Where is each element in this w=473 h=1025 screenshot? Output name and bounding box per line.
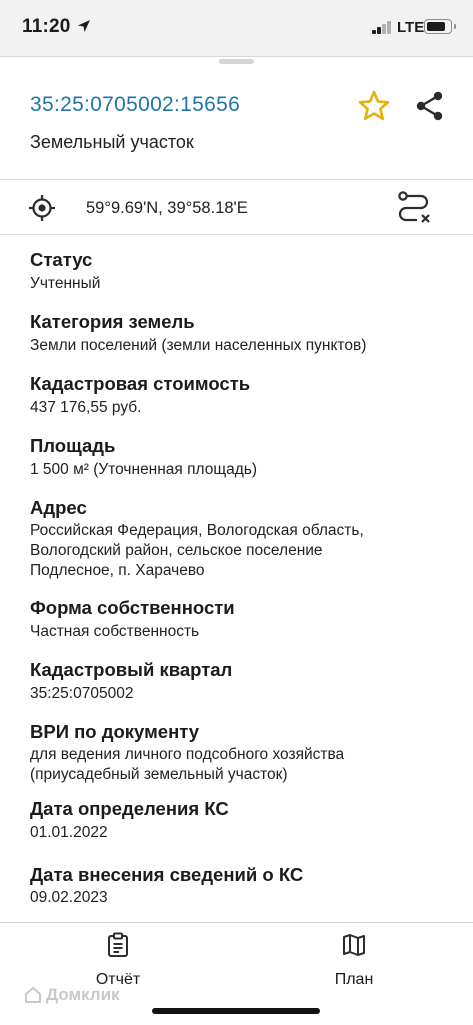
- coordinates-text[interactable]: 59°9.69'N, 39°58.18'E: [86, 199, 248, 217]
- field-label-entry-date: Дата внесения сведений о КС: [30, 864, 304, 885]
- field-value-entry-date: 09.02.2023: [30, 889, 108, 906]
- status-time: 11:20: [22, 16, 71, 37]
- battery-icon: [424, 19, 452, 34]
- route-clear-icon: [395, 189, 433, 227]
- field-label-status: Статус: [30, 249, 93, 270]
- divider: [0, 234, 473, 235]
- field-value-cadastral-value: 437 176,55 руб.: [30, 399, 142, 416]
- tab-plan[interactable]: [294, 929, 414, 993]
- favorite-button[interactable]: [356, 88, 392, 124]
- status-bar: [0, 0, 473, 57]
- network-type: LTE: [397, 19, 425, 36]
- target-location-icon: [28, 194, 56, 222]
- tab-plan-label: План: [334, 971, 374, 988]
- share-icon: [412, 88, 448, 124]
- field-value-address-line: Российская Федерация, Вологодская область,: [30, 522, 364, 539]
- field-value-status: Учтенный: [30, 275, 101, 292]
- watermark: [24, 985, 120, 1005]
- field-label-area: Площадь: [30, 435, 116, 456]
- field-value-land-category: Земли поселений (земли населенных пунктов): [30, 337, 367, 354]
- cellular-signal-icon: [372, 21, 392, 34]
- field-value-valuation-date: 01.01.2022: [30, 824, 108, 841]
- field-value-address-line: Подлесное, п. Харачево: [30, 562, 205, 579]
- field-label-address: Адрес: [30, 497, 87, 518]
- house-logo-icon: [24, 986, 42, 1004]
- home-indicator[interactable]: [152, 1008, 320, 1014]
- field-label-cadastral-value: Кадастровая стоимость: [30, 373, 251, 394]
- star-outline-icon: [356, 88, 392, 124]
- watermark-text: Домклик: [46, 985, 120, 1004]
- share-button[interactable]: [412, 88, 448, 124]
- object-type: Земельный участок: [30, 132, 194, 152]
- field-label-ownership: Форма собственности: [30, 597, 235, 618]
- tab-report-label: Отчёт: [95, 971, 141, 988]
- field-value-cadastral-quarter: 35:25:0705002: [30, 685, 134, 702]
- divider: [0, 179, 473, 180]
- cadastral-number[interactable]: 35:25:0705002:15656: [30, 93, 241, 116]
- clipboard-icon: [106, 932, 130, 958]
- field-label-cadastral-quarter: Кадастровый квартал: [30, 659, 233, 680]
- field-value-ownership: Частная собственность: [30, 623, 200, 640]
- field-value-address-line: Вологодский район, сельское поселение: [30, 542, 323, 559]
- tab-report[interactable]: [58, 929, 178, 993]
- sheet-drag-handle[interactable]: [219, 59, 254, 64]
- location-arrow-icon: [76, 18, 92, 34]
- field-label-land-category: Категория земель: [30, 311, 195, 332]
- route-button[interactable]: [395, 189, 433, 227]
- map-icon: [342, 932, 366, 958]
- field-label-valuation-date: Дата определения КС: [30, 798, 229, 819]
- field-value-permitted-use-line: (приусадебный земельный участок): [30, 766, 288, 783]
- field-label-permitted-use: ВРИ по документу: [30, 721, 200, 742]
- field-value-permitted-use-line: для ведения личного подсобного хозяйства: [30, 746, 345, 763]
- field-value-area: 1 500 м² (Уточненная площадь): [30, 461, 258, 478]
